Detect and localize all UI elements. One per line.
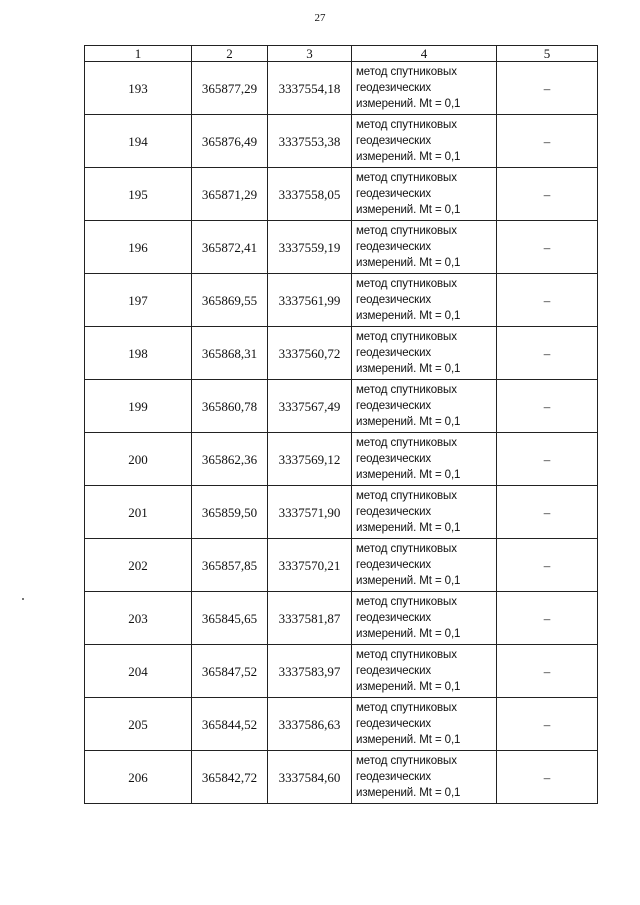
method-line: геодезических	[356, 241, 432, 253]
table-row	[85, 274, 598, 327]
method-cell	[352, 698, 497, 751]
method-line: метод спутниковых	[356, 490, 457, 502]
column-header: 1	[85, 46, 192, 62]
point-number-cell: 193	[85, 62, 192, 115]
y-coordinate-cell: 3337560,72	[268, 327, 352, 380]
x-coordinate-cell: 365877,29	[192, 62, 268, 115]
method-line: метод спутниковых	[356, 225, 457, 237]
table-row	[85, 327, 598, 380]
method-cell	[352, 592, 497, 645]
x-coordinate-cell: 365860,78	[192, 380, 268, 433]
method-line: геодезических	[356, 294, 432, 306]
method-line: метод спутниковых	[356, 437, 457, 449]
y-coordinate-cell: 3337559,19	[268, 221, 352, 274]
method-line: метод спутниковых	[356, 596, 457, 608]
y-coordinate-cell: 3337567,49	[268, 380, 352, 433]
y-coordinate-cell: 3337570,21	[268, 539, 352, 592]
table-row	[85, 168, 598, 221]
method-line: метод спутниковых	[356, 649, 457, 661]
method-cell	[352, 433, 497, 486]
note-cell: –	[497, 592, 598, 645]
method-line: измерений. Mt = 0,1	[356, 416, 461, 428]
y-coordinate-cell: 3337569,12	[268, 433, 352, 486]
method-line: геодезических	[356, 135, 432, 147]
note-cell: –	[497, 62, 598, 115]
point-number-cell: 194	[85, 115, 192, 168]
x-coordinate-cell: 365842,72	[192, 751, 268, 804]
method-line: измерений. Mt = 0,1	[356, 469, 461, 481]
method-line: измерений. Mt = 0,1	[356, 734, 461, 746]
x-coordinate-cell: 365862,36	[192, 433, 268, 486]
method-cell	[352, 274, 497, 327]
method-line: измерений. Mt = 0,1	[356, 787, 461, 799]
method-line: измерений. Mt = 0,1	[356, 257, 461, 269]
y-coordinate-cell: 3337571,90	[268, 486, 352, 539]
method-line: измерений. Mt = 0,1	[356, 98, 461, 110]
table-row	[85, 486, 598, 539]
note-cell: –	[497, 274, 598, 327]
coordinates-table	[84, 45, 598, 804]
method-line: метод спутниковых	[356, 543, 457, 555]
point-number-cell: 195	[85, 168, 192, 221]
note-cell: –	[497, 327, 598, 380]
method-line: метод спутниковых	[356, 331, 457, 343]
table-row	[85, 698, 598, 751]
y-coordinate-cell: 3337558,05	[268, 168, 352, 221]
note-cell: –	[497, 433, 598, 486]
table-header-row	[85, 46, 598, 62]
method-line: метод спутниковых	[356, 278, 457, 290]
method-line: измерений. Mt = 0,1	[356, 151, 461, 163]
point-number-cell: 197	[85, 274, 192, 327]
y-coordinate-cell: 3337583,97	[268, 645, 352, 698]
method-line: измерений. Mt = 0,1	[356, 628, 461, 640]
page-number: 27	[314, 12, 326, 24]
note-cell: –	[497, 221, 598, 274]
method-line: измерений. Mt = 0,1	[356, 522, 461, 534]
method-line: метод спутниковых	[356, 702, 457, 714]
note-cell: –	[497, 486, 598, 539]
method-line: метод спутниковых	[356, 384, 457, 396]
method-line: измерений. Mt = 0,1	[356, 310, 461, 322]
x-coordinate-cell: 365871,29	[192, 168, 268, 221]
column-header: 2	[192, 46, 268, 62]
method-line: геодезических	[356, 665, 432, 677]
table-row	[85, 539, 598, 592]
method-line: измерений. Mt = 0,1	[356, 681, 461, 693]
point-number-cell: 203	[85, 592, 192, 645]
note-cell: –	[497, 698, 598, 751]
point-number-cell: 198	[85, 327, 192, 380]
method-cell	[352, 645, 497, 698]
table-row	[85, 62, 598, 115]
method-cell	[352, 62, 497, 115]
x-coordinate-cell: 365857,85	[192, 539, 268, 592]
method-cell	[352, 751, 497, 804]
x-coordinate-cell: 365876,49	[192, 115, 268, 168]
column-header: 5	[497, 46, 598, 62]
note-cell: –	[497, 168, 598, 221]
x-coordinate-cell: 365872,41	[192, 221, 268, 274]
table-row	[85, 645, 598, 698]
table-row	[85, 751, 598, 804]
method-line: метод спутниковых	[356, 755, 457, 767]
x-coordinate-cell: 365859,50	[192, 486, 268, 539]
note-cell: –	[497, 645, 598, 698]
method-cell	[352, 115, 497, 168]
x-coordinate-cell: 365845,65	[192, 592, 268, 645]
note-cell: –	[497, 539, 598, 592]
method-line: метод спутниковых	[356, 66, 457, 78]
x-coordinate-cell: 365847,52	[192, 645, 268, 698]
method-cell	[352, 539, 497, 592]
y-coordinate-cell: 3337586,63	[268, 698, 352, 751]
point-number-cell: 206	[85, 751, 192, 804]
x-coordinate-cell: 365869,55	[192, 274, 268, 327]
note-cell: –	[497, 115, 598, 168]
method-cell	[352, 221, 497, 274]
table-row	[85, 433, 598, 486]
method-line: измерений. Mt = 0,1	[356, 204, 461, 216]
y-coordinate-cell: 3337554,18	[268, 62, 352, 115]
method-cell	[352, 486, 497, 539]
table-row	[85, 115, 598, 168]
column-header: 3	[268, 46, 352, 62]
margin-mark	[22, 598, 24, 600]
method-line: измерений. Mt = 0,1	[356, 575, 461, 587]
method-line: метод спутниковых	[356, 172, 457, 184]
method-line: геодезических	[356, 718, 432, 730]
method-line: геодезических	[356, 188, 432, 200]
method-line: геодезических	[356, 82, 432, 94]
method-line: геодезических	[356, 506, 432, 518]
table-row	[85, 221, 598, 274]
y-coordinate-cell: 3337553,38	[268, 115, 352, 168]
method-line: геодезических	[356, 771, 432, 783]
y-coordinate-cell: 3337584,60	[268, 751, 352, 804]
method-cell	[352, 327, 497, 380]
method-cell	[352, 168, 497, 221]
point-number-cell: 204	[85, 645, 192, 698]
point-number-cell: 201	[85, 486, 192, 539]
note-cell: –	[497, 751, 598, 804]
table-body	[85, 62, 598, 804]
x-coordinate-cell: 365868,31	[192, 327, 268, 380]
y-coordinate-cell: 3337561,99	[268, 274, 352, 327]
table-row	[85, 380, 598, 433]
method-line: метод спутниковых	[356, 119, 457, 131]
point-number-cell: 202	[85, 539, 192, 592]
point-number-cell: 199	[85, 380, 192, 433]
table-row	[85, 592, 598, 645]
y-coordinate-cell: 3337581,87	[268, 592, 352, 645]
method-line: геодезических	[356, 453, 432, 465]
method-line: геодезических	[356, 347, 432, 359]
column-header: 4	[352, 46, 497, 62]
point-number-cell: 196	[85, 221, 192, 274]
x-coordinate-cell: 365844,52	[192, 698, 268, 751]
method-line: геодезических	[356, 400, 432, 412]
note-cell: –	[497, 380, 598, 433]
point-number-cell: 200	[85, 433, 192, 486]
point-number-cell: 205	[85, 698, 192, 751]
method-line: геодезических	[356, 612, 432, 624]
method-line: геодезических	[356, 559, 432, 571]
method-line: измерений. Mt = 0,1	[356, 363, 461, 375]
method-cell	[352, 380, 497, 433]
